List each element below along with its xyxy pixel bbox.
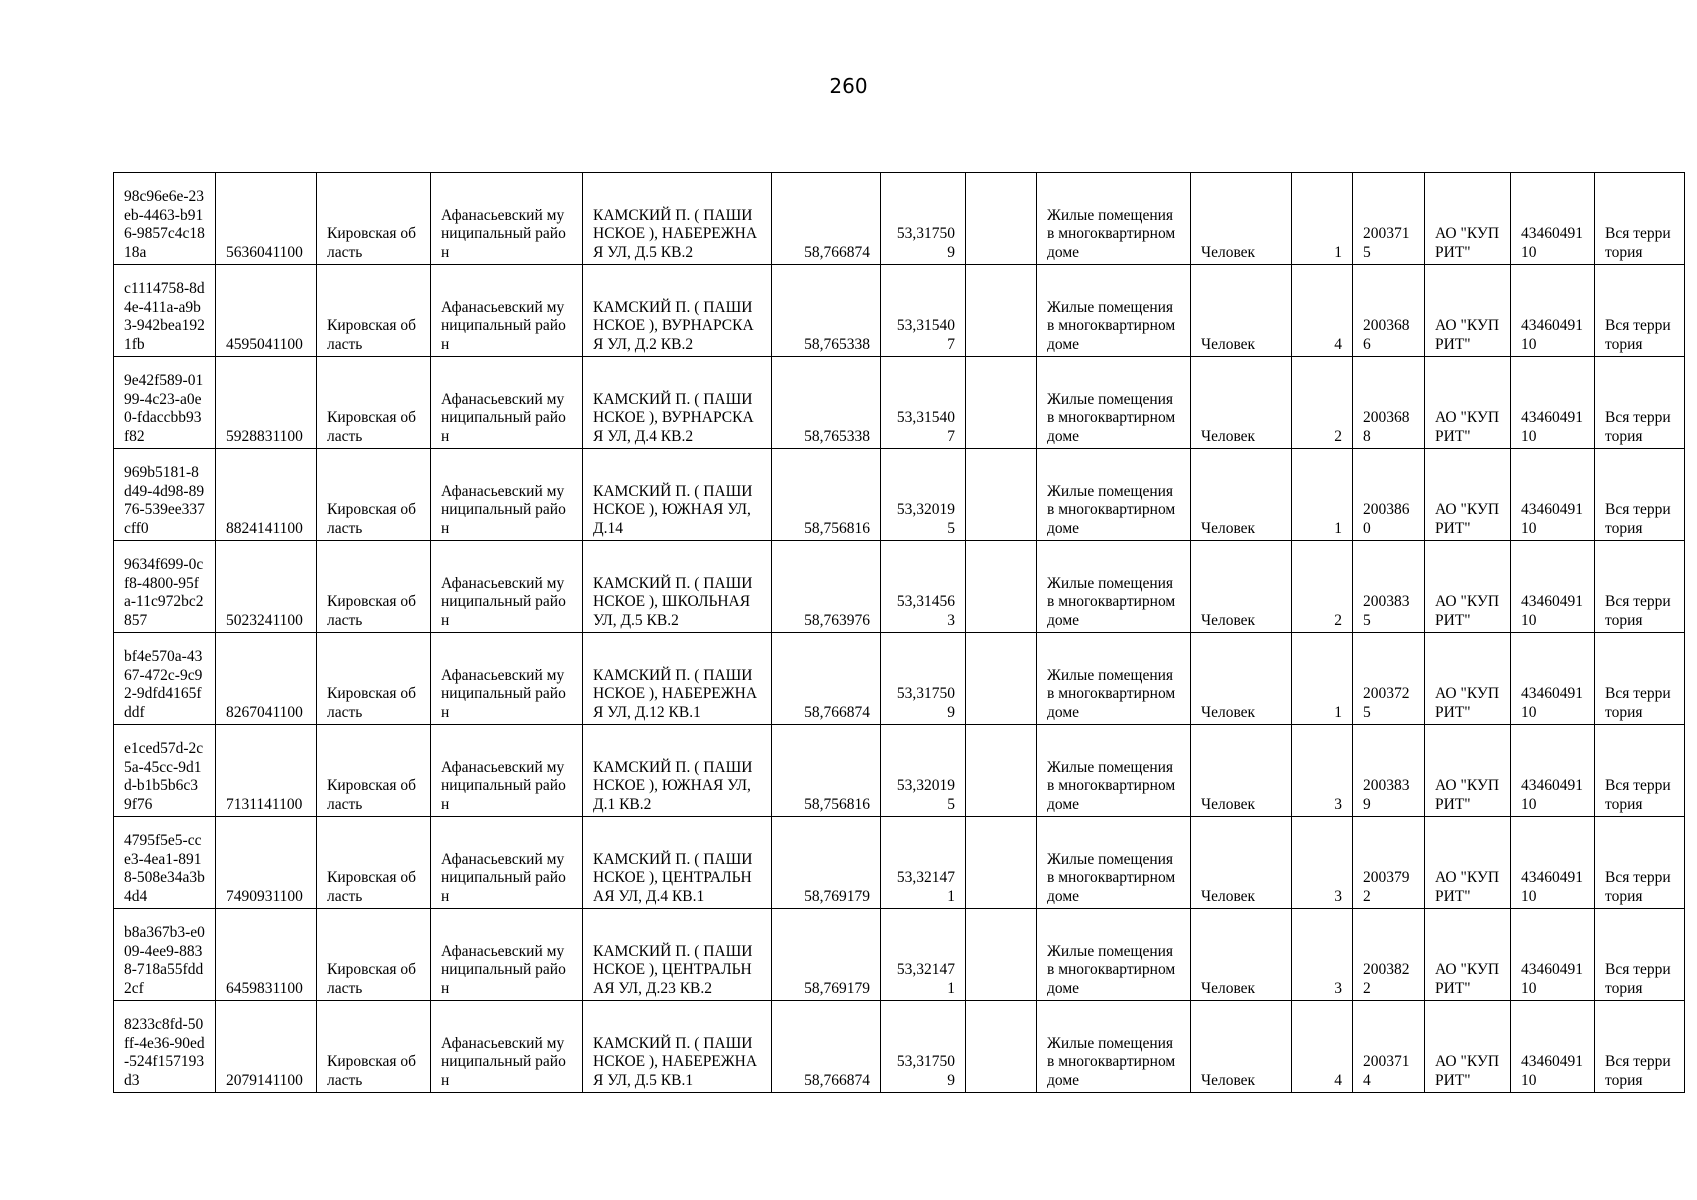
- cell-account: 2003839: [1353, 725, 1425, 817]
- cell-account: 2003688: [1353, 357, 1425, 449]
- cell-latitude: 58,766874: [772, 173, 881, 265]
- cell-quantity: 2: [1292, 357, 1353, 449]
- cell-latitude: 58,769179: [772, 817, 881, 909]
- cell-premises-type: Жилые помещения в многоквартирном доме: [1037, 449, 1191, 541]
- cell-latitude: 58,763976: [772, 541, 881, 633]
- cell-region: Кировская область: [317, 541, 431, 633]
- cell-quantity: 3: [1292, 817, 1353, 909]
- cell-inn: 4346049110: [1511, 725, 1595, 817]
- table-row: [114, 357, 1685, 449]
- cell-longitude: 53,317509: [881, 173, 966, 265]
- cell-address: КАМСКИЙ П. ( ПАШИНСКОЕ ), НАБЕРЕЖНАЯ УЛ, Д.12 КВ.1: [583, 633, 772, 725]
- cell-unit: Человек: [1191, 909, 1292, 1001]
- cell-account: 2003822: [1353, 909, 1425, 1001]
- cell-code: 5636041100: [216, 173, 317, 265]
- cell-address: КАМСКИЙ П. ( ПАШИНСКОЕ ), ЦЕНТРАЛЬНАЯ УЛ, Д.23 КВ.2: [583, 909, 772, 1001]
- cell-inn: 4346049110: [1511, 173, 1595, 265]
- table-row: [114, 1001, 1685, 1093]
- cell-account: 2003715: [1353, 173, 1425, 265]
- cell-latitude: 58,766874: [772, 1001, 881, 1093]
- cell-district: Афанасьевский муниципальный район: [431, 909, 583, 1001]
- table-row: [114, 725, 1685, 817]
- cell-region: Кировская область: [317, 173, 431, 265]
- cell-account: 2003792: [1353, 817, 1425, 909]
- cell-code: 7490931100: [216, 817, 317, 909]
- cell-empty: [966, 909, 1037, 1001]
- cell-territory: Вся территория: [1595, 725, 1685, 817]
- cell-quantity: 4: [1292, 1001, 1353, 1093]
- cell-organization: АО "КУПРИТ": [1425, 909, 1511, 1001]
- table-row: [114, 449, 1685, 541]
- cell-region: Кировская область: [317, 449, 431, 541]
- cell-guid: bf4e570a-4367-472c-9c92-9dfd4165fddf: [114, 633, 216, 725]
- cell-premises-type: Жилые помещения в многоквартирном доме: [1037, 633, 1191, 725]
- cell-account: 2003725: [1353, 633, 1425, 725]
- cell-guid: 9e42f589-0199-4c23-a0e0-fdaccbb93f82: [114, 357, 216, 449]
- cell-region: Кировская область: [317, 633, 431, 725]
- cell-latitude: 58,756816: [772, 725, 881, 817]
- cell-quantity: 3: [1292, 725, 1353, 817]
- cell-organization: АО "КУПРИТ": [1425, 449, 1511, 541]
- cell-inn: 4346049110: [1511, 633, 1595, 725]
- cell-organization: АО "КУПРИТ": [1425, 357, 1511, 449]
- cell-district: Афанасьевский муниципальный район: [431, 265, 583, 357]
- cell-guid: 4795f5e5-cce3-4ea1-8918-508e34a3b4d4: [114, 817, 216, 909]
- cell-latitude: 58,765338: [772, 357, 881, 449]
- cell-region: Кировская область: [317, 817, 431, 909]
- page-number: 260: [829, 74, 868, 98]
- cell-premises-type: Жилые помещения в многоквартирном доме: [1037, 1001, 1191, 1093]
- cell-empty: [966, 265, 1037, 357]
- cell-empty: [966, 173, 1037, 265]
- cell-latitude: 58,756816: [772, 449, 881, 541]
- cell-premises-type: Жилые помещения в многоквартирном доме: [1037, 173, 1191, 265]
- cell-territory: Вся территория: [1595, 817, 1685, 909]
- cell-address: КАМСКИЙ П. ( ПАШИНСКОЕ ), ВУРНАРСКАЯ УЛ, Д.4 КВ.2: [583, 357, 772, 449]
- cell-account: 2003686: [1353, 265, 1425, 357]
- cell-unit: Человек: [1191, 449, 1292, 541]
- cell-empty: [966, 725, 1037, 817]
- cell-quantity: 2: [1292, 541, 1353, 633]
- cell-territory: Вся территория: [1595, 449, 1685, 541]
- cell-code: 5928831100: [216, 357, 317, 449]
- cell-inn: 4346049110: [1511, 265, 1595, 357]
- cell-guid: 98c96e6e-23eb-4463-b916-9857c4c1818a: [114, 173, 216, 265]
- cell-organization: АО "КУПРИТ": [1425, 173, 1511, 265]
- cell-organization: АО "КУПРИТ": [1425, 541, 1511, 633]
- cell-latitude: 58,765338: [772, 265, 881, 357]
- cell-unit: Человек: [1191, 1001, 1292, 1093]
- cell-unit: Человек: [1191, 265, 1292, 357]
- cell-organization: АО "КУПРИТ": [1425, 1001, 1511, 1093]
- cell-district: Афанасьевский муниципальный район: [431, 357, 583, 449]
- cell-account: 2003860: [1353, 449, 1425, 541]
- cell-inn: 4346049110: [1511, 357, 1595, 449]
- cell-latitude: 58,769179: [772, 909, 881, 1001]
- cell-empty: [966, 449, 1037, 541]
- cell-empty: [966, 541, 1037, 633]
- cell-region: Кировская область: [317, 909, 431, 1001]
- cell-code: 8824141100: [216, 449, 317, 541]
- cell-longitude: 53,317509: [881, 633, 966, 725]
- cell-address: КАМСКИЙ П. ( ПАШИНСКОЕ ), ЮЖНАЯ УЛ, Д.1 КВ.2: [583, 725, 772, 817]
- cell-quantity: 1: [1292, 449, 1353, 541]
- cell-code: 7131141100: [216, 725, 317, 817]
- cell-unit: Человек: [1191, 633, 1292, 725]
- cell-territory: Вся территория: [1595, 909, 1685, 1001]
- cell-longitude: 53,320195: [881, 449, 966, 541]
- cell-longitude: 53,317509: [881, 1001, 966, 1093]
- cell-empty: [966, 817, 1037, 909]
- cell-premises-type: Жилые помещения в многоквартирном доме: [1037, 909, 1191, 1001]
- cell-address: КАМСКИЙ П. ( ПАШИНСКОЕ ), ЦЕНТРАЛЬНАЯ УЛ, Д.4 КВ.1: [583, 817, 772, 909]
- cell-quantity: 1: [1292, 633, 1353, 725]
- cell-inn: 4346049110: [1511, 1001, 1595, 1093]
- cell-premises-type: Жилые помещения в многоквартирном доме: [1037, 541, 1191, 633]
- cell-empty: [966, 1001, 1037, 1093]
- cell-guid: e1ced57d-2c5a-45cc-9d1d-b1b5b6c39f76: [114, 725, 216, 817]
- cell-inn: 4346049110: [1511, 541, 1595, 633]
- cell-guid: b8a367b3-e009-4ee9-8838-718a55fdd2cf: [114, 909, 216, 1001]
- cell-organization: АО "КУПРИТ": [1425, 725, 1511, 817]
- cell-inn: 4346049110: [1511, 817, 1595, 909]
- cell-region: Кировская область: [317, 265, 431, 357]
- cell-unit: Человек: [1191, 725, 1292, 817]
- registry-table: [113, 172, 1685, 1093]
- cell-quantity: 1: [1292, 173, 1353, 265]
- cell-district: Афанасьевский муниципальный район: [431, 173, 583, 265]
- cell-guid: 969b5181-8d49-4d98-8976-539ee337cff0: [114, 449, 216, 541]
- cell-longitude: 53,320195: [881, 725, 966, 817]
- cell-address: КАМСКИЙ П. ( ПАШИНСКОЕ ), ШКОЛЬНАЯ УЛ, Д.5 КВ.2: [583, 541, 772, 633]
- cell-account: 2003835: [1353, 541, 1425, 633]
- cell-premises-type: Жилые помещения в многоквартирном доме: [1037, 357, 1191, 449]
- cell-district: Афанасьевский муниципальный район: [431, 725, 583, 817]
- cell-empty: [966, 357, 1037, 449]
- cell-organization: АО "КУПРИТ": [1425, 633, 1511, 725]
- cell-unit: Человек: [1191, 541, 1292, 633]
- cell-address: КАМСКИЙ П. ( ПАШИНСКОЕ ), ВУРНАРСКАЯ УЛ, Д.2 КВ.2: [583, 265, 772, 357]
- table-row: [114, 173, 1685, 265]
- table-row: [114, 909, 1685, 1001]
- cell-longitude: 53,315407: [881, 357, 966, 449]
- cell-guid: c1114758-8d4e-411a-a9b3-942bea1921fb: [114, 265, 216, 357]
- cell-region: Кировская область: [317, 1001, 431, 1093]
- cell-region: Кировская область: [317, 357, 431, 449]
- cell-code: 2079141100: [216, 1001, 317, 1093]
- cell-organization: АО "КУПРИТ": [1425, 817, 1511, 909]
- cell-unit: Человек: [1191, 817, 1292, 909]
- cell-longitude: 53,315407: [881, 265, 966, 357]
- cell-latitude: 58,766874: [772, 633, 881, 725]
- cell-guid: 9634f699-0cf8-4800-95fa-11c972bc2857: [114, 541, 216, 633]
- cell-territory: Вся территория: [1595, 173, 1685, 265]
- cell-address: КАМСКИЙ П. ( ПАШИНСКОЕ ), НАБЕРЕЖНАЯ УЛ, Д.5 КВ.1: [583, 1001, 772, 1093]
- cell-territory: Вся территория: [1595, 265, 1685, 357]
- cell-territory: Вся территория: [1595, 541, 1685, 633]
- cell-premises-type: Жилые помещения в многоквартирном доме: [1037, 725, 1191, 817]
- cell-district: Афанасьевский муниципальный район: [431, 541, 583, 633]
- cell-quantity: 4: [1292, 265, 1353, 357]
- cell-district: Афанасьевский муниципальный район: [431, 1001, 583, 1093]
- cell-empty: [966, 633, 1037, 725]
- cell-code: 6459831100: [216, 909, 317, 1001]
- cell-code: 8267041100: [216, 633, 317, 725]
- table-row: [114, 633, 1685, 725]
- cell-quantity: 3: [1292, 909, 1353, 1001]
- cell-inn: 4346049110: [1511, 449, 1595, 541]
- cell-premises-type: Жилые помещения в многоквартирном доме: [1037, 817, 1191, 909]
- registry-body: [114, 173, 1685, 1093]
- cell-premises-type: Жилые помещения в многоквартирном доме: [1037, 265, 1191, 357]
- cell-longitude: 53,321471: [881, 909, 966, 1001]
- cell-unit: Человек: [1191, 357, 1292, 449]
- cell-guid: 8233c8fd-50ff-4e36-90ed-524f157193d3: [114, 1001, 216, 1093]
- cell-territory: Вся территория: [1595, 1001, 1685, 1093]
- table-row: [114, 541, 1685, 633]
- cell-address: КАМСКИЙ П. ( ПАШИНСКОЕ ), ЮЖНАЯ УЛ, Д.14: [583, 449, 772, 541]
- cell-district: Афанасьевский муниципальный район: [431, 817, 583, 909]
- cell-organization: АО "КУПРИТ": [1425, 265, 1511, 357]
- cell-longitude: 53,321471: [881, 817, 966, 909]
- cell-territory: Вся территория: [1595, 633, 1685, 725]
- table-row: [114, 265, 1685, 357]
- cell-code: 4595041100: [216, 265, 317, 357]
- cell-account: 2003714: [1353, 1001, 1425, 1093]
- cell-address: КАМСКИЙ П. ( ПАШИНСКОЕ ), НАБЕРЕЖНАЯ УЛ, Д.5 КВ.2: [583, 173, 772, 265]
- cell-district: Афанасьевский муниципальный район: [431, 449, 583, 541]
- cell-longitude: 53,314563: [881, 541, 966, 633]
- cell-inn: 4346049110: [1511, 909, 1595, 1001]
- cell-unit: Человек: [1191, 173, 1292, 265]
- table-row: [114, 817, 1685, 909]
- cell-territory: Вся территория: [1595, 357, 1685, 449]
- cell-region: Кировская область: [317, 725, 431, 817]
- cell-code: 5023241100: [216, 541, 317, 633]
- cell-district: Афанасьевский муниципальный район: [431, 633, 583, 725]
